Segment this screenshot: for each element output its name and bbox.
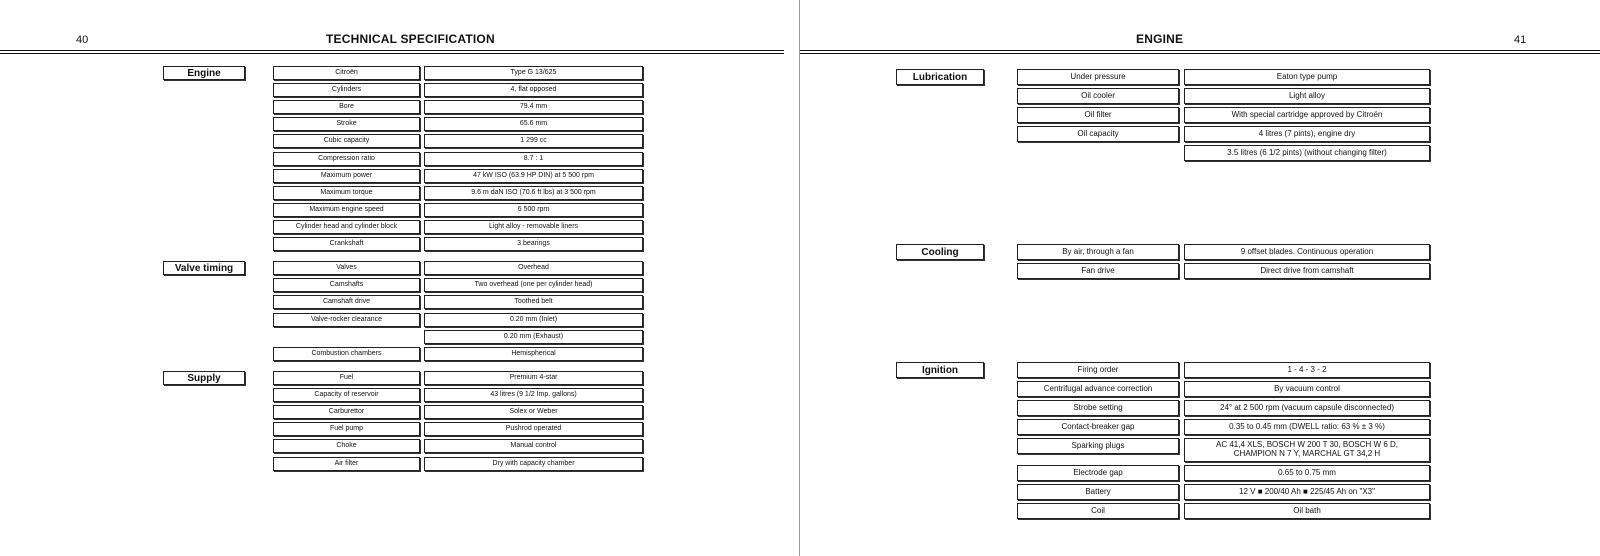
spec-value: 0.20 mm (Inlet) xyxy=(424,313,643,327)
spec-value: 6 500 rpm xyxy=(424,203,643,217)
spec-label: Coil xyxy=(1017,503,1179,519)
page-gutter xyxy=(799,0,800,556)
spec-label: Fan drive xyxy=(1017,263,1179,279)
spec-value: AC 41,4 XLS, BOSCH W 200 T 30, BOSCH W 6 D, CHAMPION N 7 Y, MARCHAL GT 34,2 H xyxy=(1184,438,1430,462)
right-page-title: ENGINE xyxy=(1136,32,1184,46)
spec-label: Cubic capacity xyxy=(273,134,420,148)
spec-label: Strobe setting xyxy=(1017,400,1179,416)
spec-label: Battery xyxy=(1017,484,1179,500)
spec-value: 0.35 to 0.45 mm (DWELL ratio: 63 % ± 3 %) xyxy=(1184,419,1430,435)
left-page-number: 40 xyxy=(76,34,89,46)
spec-value: 0.65 to 0.75 mm xyxy=(1184,465,1430,481)
spec-value: With special cartridge approved by Citroën xyxy=(1184,107,1430,123)
spec-value: 8.7 : 1 xyxy=(424,152,643,166)
spec-label: Valves xyxy=(273,261,420,275)
spec-value: Light alloy xyxy=(1184,88,1430,104)
spec-label: Contact-breaker gap xyxy=(1017,419,1179,435)
spec-value: 3 bearings xyxy=(424,237,643,251)
spec-label: Electrode gap xyxy=(1017,465,1179,481)
spec-value: Toothed belt xyxy=(424,295,643,309)
spec-value: 1 - 4 - 3 - 2 xyxy=(1184,362,1430,378)
spec-label: Maximum engine speed xyxy=(273,203,420,217)
spec-value: Manual control xyxy=(424,439,643,453)
spec-label: Cylinders xyxy=(273,83,420,97)
spec-label: Camshafts xyxy=(273,278,420,292)
left-header-rule xyxy=(0,50,784,54)
spec-label: Crankshaft xyxy=(273,237,420,251)
spec-value: 4, flat opposed xyxy=(424,83,643,97)
spec-value: By vacuum control xyxy=(1184,381,1430,397)
spec-value: Solex or Weber xyxy=(424,405,643,419)
spec-value: 1 299 cc xyxy=(424,134,643,148)
spec-value: Oil bath xyxy=(1184,503,1430,519)
spec-label: Maximum power xyxy=(273,169,420,183)
spec-label: Valve-rocker clearance xyxy=(273,313,420,327)
spec-label: Citroën xyxy=(273,66,420,80)
spec-value: 43 litres (9 1/2 Imp. gallons) xyxy=(424,388,643,402)
spec-label: Carburettor xyxy=(273,405,420,419)
spec-label: Choke xyxy=(273,439,420,453)
spec-value: Eaton type pump xyxy=(1184,69,1430,85)
section-label-engine: Engine xyxy=(163,66,245,80)
spec-value: 24° at 2 500 rpm (vacuum capsule disconnected) xyxy=(1184,400,1430,416)
spec-label: By air, through a fan xyxy=(1017,244,1179,260)
spec-label: Bore xyxy=(273,100,420,114)
spec-value: 65.6 mm xyxy=(424,117,643,131)
right-page-number: 41 xyxy=(1514,34,1527,46)
spec-label: Sparking plugs xyxy=(1017,438,1179,454)
spec-label: Fuel xyxy=(273,371,420,385)
spec-value: 47 kW ISO (63.9 HP DIN) at 5 500 rpm xyxy=(424,169,643,183)
spec-label: Cylinder head and cylinder block xyxy=(273,220,420,234)
section-label-ignition: Ignition xyxy=(896,362,984,378)
spec-label: Combustion chambers xyxy=(273,347,420,361)
spec-label: Centrifugal advance correction xyxy=(1017,381,1179,397)
spec-value: Premium 4-star xyxy=(424,371,643,385)
section-label-valve-timing: Valve timing xyxy=(163,261,245,275)
spec-value: Pushrod operated xyxy=(424,422,643,436)
spec-value: Type G 13/625 xyxy=(424,66,643,80)
spec-label: Firing order xyxy=(1017,362,1179,378)
spec-value: Hemispherical xyxy=(424,347,643,361)
spec-label: Fuel pump xyxy=(273,422,420,436)
left-page-title: TECHNICAL SPECIFICATION xyxy=(326,32,495,46)
section-label-supply: Supply xyxy=(163,371,245,385)
spec-value: 12 V ■ 200/40 Ah ■ 225/45 Ah on "X3" xyxy=(1184,484,1430,500)
spec-label: Under pressure xyxy=(1017,69,1179,85)
spec-value: Overhead xyxy=(424,261,643,275)
section-label-lubrication: Lubrication xyxy=(896,69,984,85)
spec-value: Direct drive from camshaft xyxy=(1184,263,1430,279)
spec-value: 9.6 m daN ISO (70.6 ft lbs) at 3 500 rpm xyxy=(424,186,643,200)
spec-value: 9 offset blades. Continuous operation xyxy=(1184,244,1430,260)
spec-value: Dry with capacity chamber xyxy=(424,457,643,471)
spec-label: Camshaft drive xyxy=(273,295,420,309)
spec-value: Light alloy - removable liners xyxy=(424,220,643,234)
spec-label: Stroke xyxy=(273,117,420,131)
right-header-rule xyxy=(800,50,1600,54)
spec-label: Compression ratio xyxy=(273,152,420,166)
spec-value: 0.20 mm (Exhaust) xyxy=(424,330,643,344)
spec-value: Two overhead (one per cylinder head) xyxy=(424,278,643,292)
spec-label: Oil cooler xyxy=(1017,88,1179,104)
spec-value: 3.5 litres (6 1/2 pints) (without changing filter) xyxy=(1184,145,1430,161)
spec-label: Maximum torque xyxy=(273,186,420,200)
spec-value: 4 litres (7 pints), engine dry xyxy=(1184,126,1430,142)
section-label-cooling: Cooling xyxy=(896,244,984,260)
spec-label: Oil filter xyxy=(1017,107,1179,123)
spec-label: Capacity of reservoir xyxy=(273,388,420,402)
spec-label: Oil capacity xyxy=(1017,126,1179,142)
spec-value: 79.4 mm xyxy=(424,100,643,114)
spec-label: Air filter xyxy=(273,457,420,471)
